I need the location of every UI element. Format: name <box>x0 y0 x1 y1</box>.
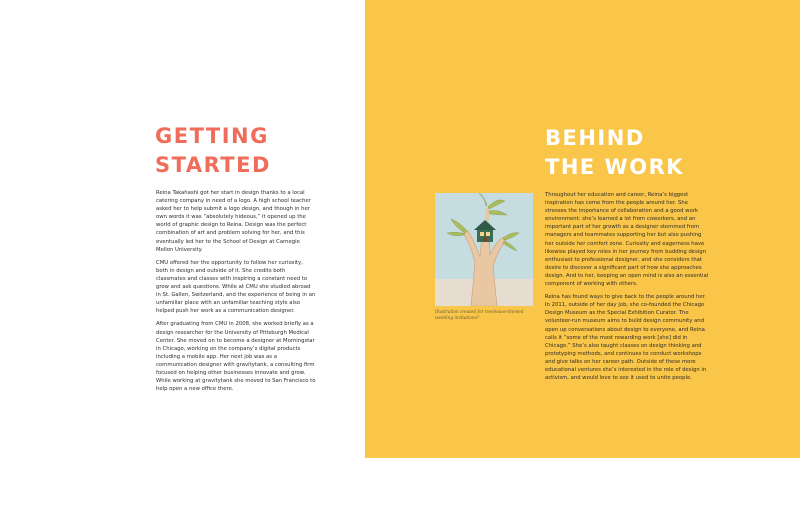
page-bottom-margin <box>0 458 800 518</box>
left-body-column <box>156 189 316 398</box>
body-paragraph: CMU offered her the opportunity to follow her curiosity, both in design and outside of it. She credits both classmates and classes with inspiring a constant need to grow and ask questions. While at CMU she studied abroad in St. Gallen, Switzerland, and the experience of being in an unfamiliar place with an unfamiliar teaching style also helped push her work as a communication designer. <box>156 259 316 315</box>
heading-line: STARTED <box>155 153 271 177</box>
heading-behind-the-work <box>545 124 684 182</box>
body-paragraph: Throughout her education and career, Reina’s biggest inspiration has come from the people around her. She stresses the importance of collaboration and a good work environment: she’s learned a lot from coworkers, and an important part of her growth as a designer stemmed from managers and teammates supporting her but also pushing her outside her comfort zone. Curiosity and eagerness have likewise played key roles in her journey from budding design enthusiast to professional designer, and she considers that desire to discover a significant part of how she approaches design. And to her, keeping an open mind is also an essential component of working with others. <box>545 192 709 288</box>
body-paragraph: Reina has found ways to give back to the people around her. In 2011, outside of her day job, she co-founded the Chicago Design Museum as the Special Exhibition Curator. The volunteer-run museum aims to build design community and open up conversations about design to everyone, and Reina calls it “some of the most rewarding work [she] did in Chicago.” She’s also taught classes on design thinking and prototyping methods, and continues to conduct workshops and give talks on her career path. Outside of these more educational ventures she’s interested in the role of design in activism, and would love to see it used to unite people. <box>545 294 707 382</box>
heading-line: THE WORK <box>545 155 685 179</box>
body-paragraph: Reina Takahashi got her start in design thanks to a local catering company in need of a logo. A high school teacher asked her to help submit a logo design, and though in her own words it was “absolutely hideous,” it opened up the world of graphic design to Reina. Design was the perfect combination of art and problem solving for her, and this eventually led her to the School of Design at Carnegie Mellon University. <box>156 190 311 253</box>
heading-getting-started <box>155 122 271 180</box>
photo-caption: Illustration created for treehouse-themed wedding invitations? <box>435 309 524 320</box>
right-body-column <box>545 191 709 387</box>
treehouse-illustration <box>435 193 533 306</box>
heading-line: GETTING <box>155 124 269 148</box>
body-paragraph: After graduating from CMU in 2008, she worked briefly as a design researcher for the University of Pittsburgh Medical Center. She moved on to become a designer at Morningstar in Chicago, working on the company’s digital products including a mobile app. Her next job was as a communication designer with gravitytank, a consulting firm focused on helping other businesses innovate and grow. While working at gravitytank she moved to San Francisco to help open a new office there. <box>156 321 316 393</box>
heading-line: BEHIND <box>545 126 645 150</box>
treehouse-photo <box>435 193 533 306</box>
